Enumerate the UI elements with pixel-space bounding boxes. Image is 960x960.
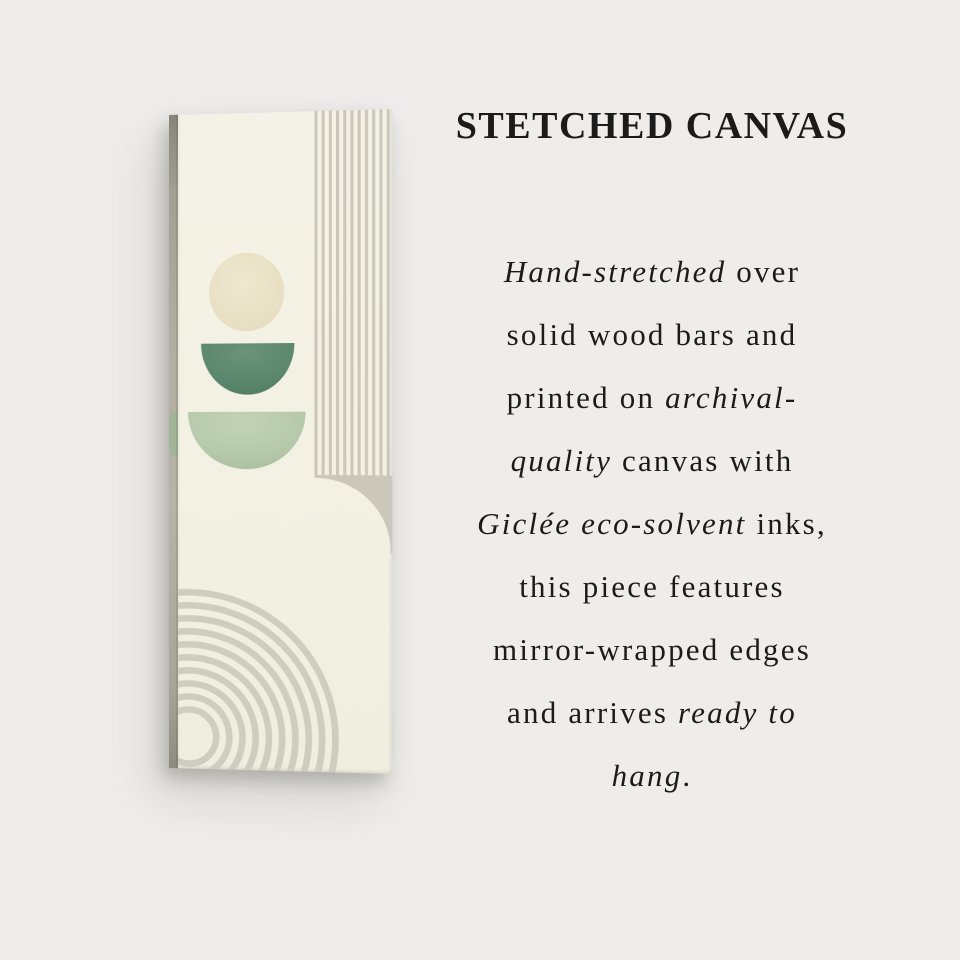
description-line: Hand-stretched over	[503, 254, 801, 289]
dark-green-half-circle	[201, 343, 294, 395]
page-title: STETCHED CANVAS	[455, 105, 849, 147]
canvas-print	[169, 109, 392, 774]
product-description	[392, 240, 912, 807]
cream-sun-circle	[209, 252, 284, 331]
stripe-curve-lines	[316, 109, 392, 552]
rainbow-arcs	[178, 590, 336, 773]
description-line: hang.	[611, 758, 693, 793]
description-line: and arrives ready to	[507, 695, 797, 730]
description-line: solid wood bars and	[506, 317, 798, 352]
abstract-artwork-svg	[178, 109, 392, 774]
description-line: this piece features	[519, 569, 785, 604]
canvas-side-edge	[169, 115, 178, 768]
description-line: mirror-wrapped edges	[493, 632, 811, 667]
light-green-half-circle	[188, 412, 306, 470]
text-column	[392, 0, 912, 960]
canvas-front-face	[178, 109, 392, 774]
description-line: quality canvas with	[510, 443, 794, 478]
description-line: printed on archival-	[506, 380, 798, 415]
description-line: Giclée eco-solvent inks,	[477, 506, 827, 541]
